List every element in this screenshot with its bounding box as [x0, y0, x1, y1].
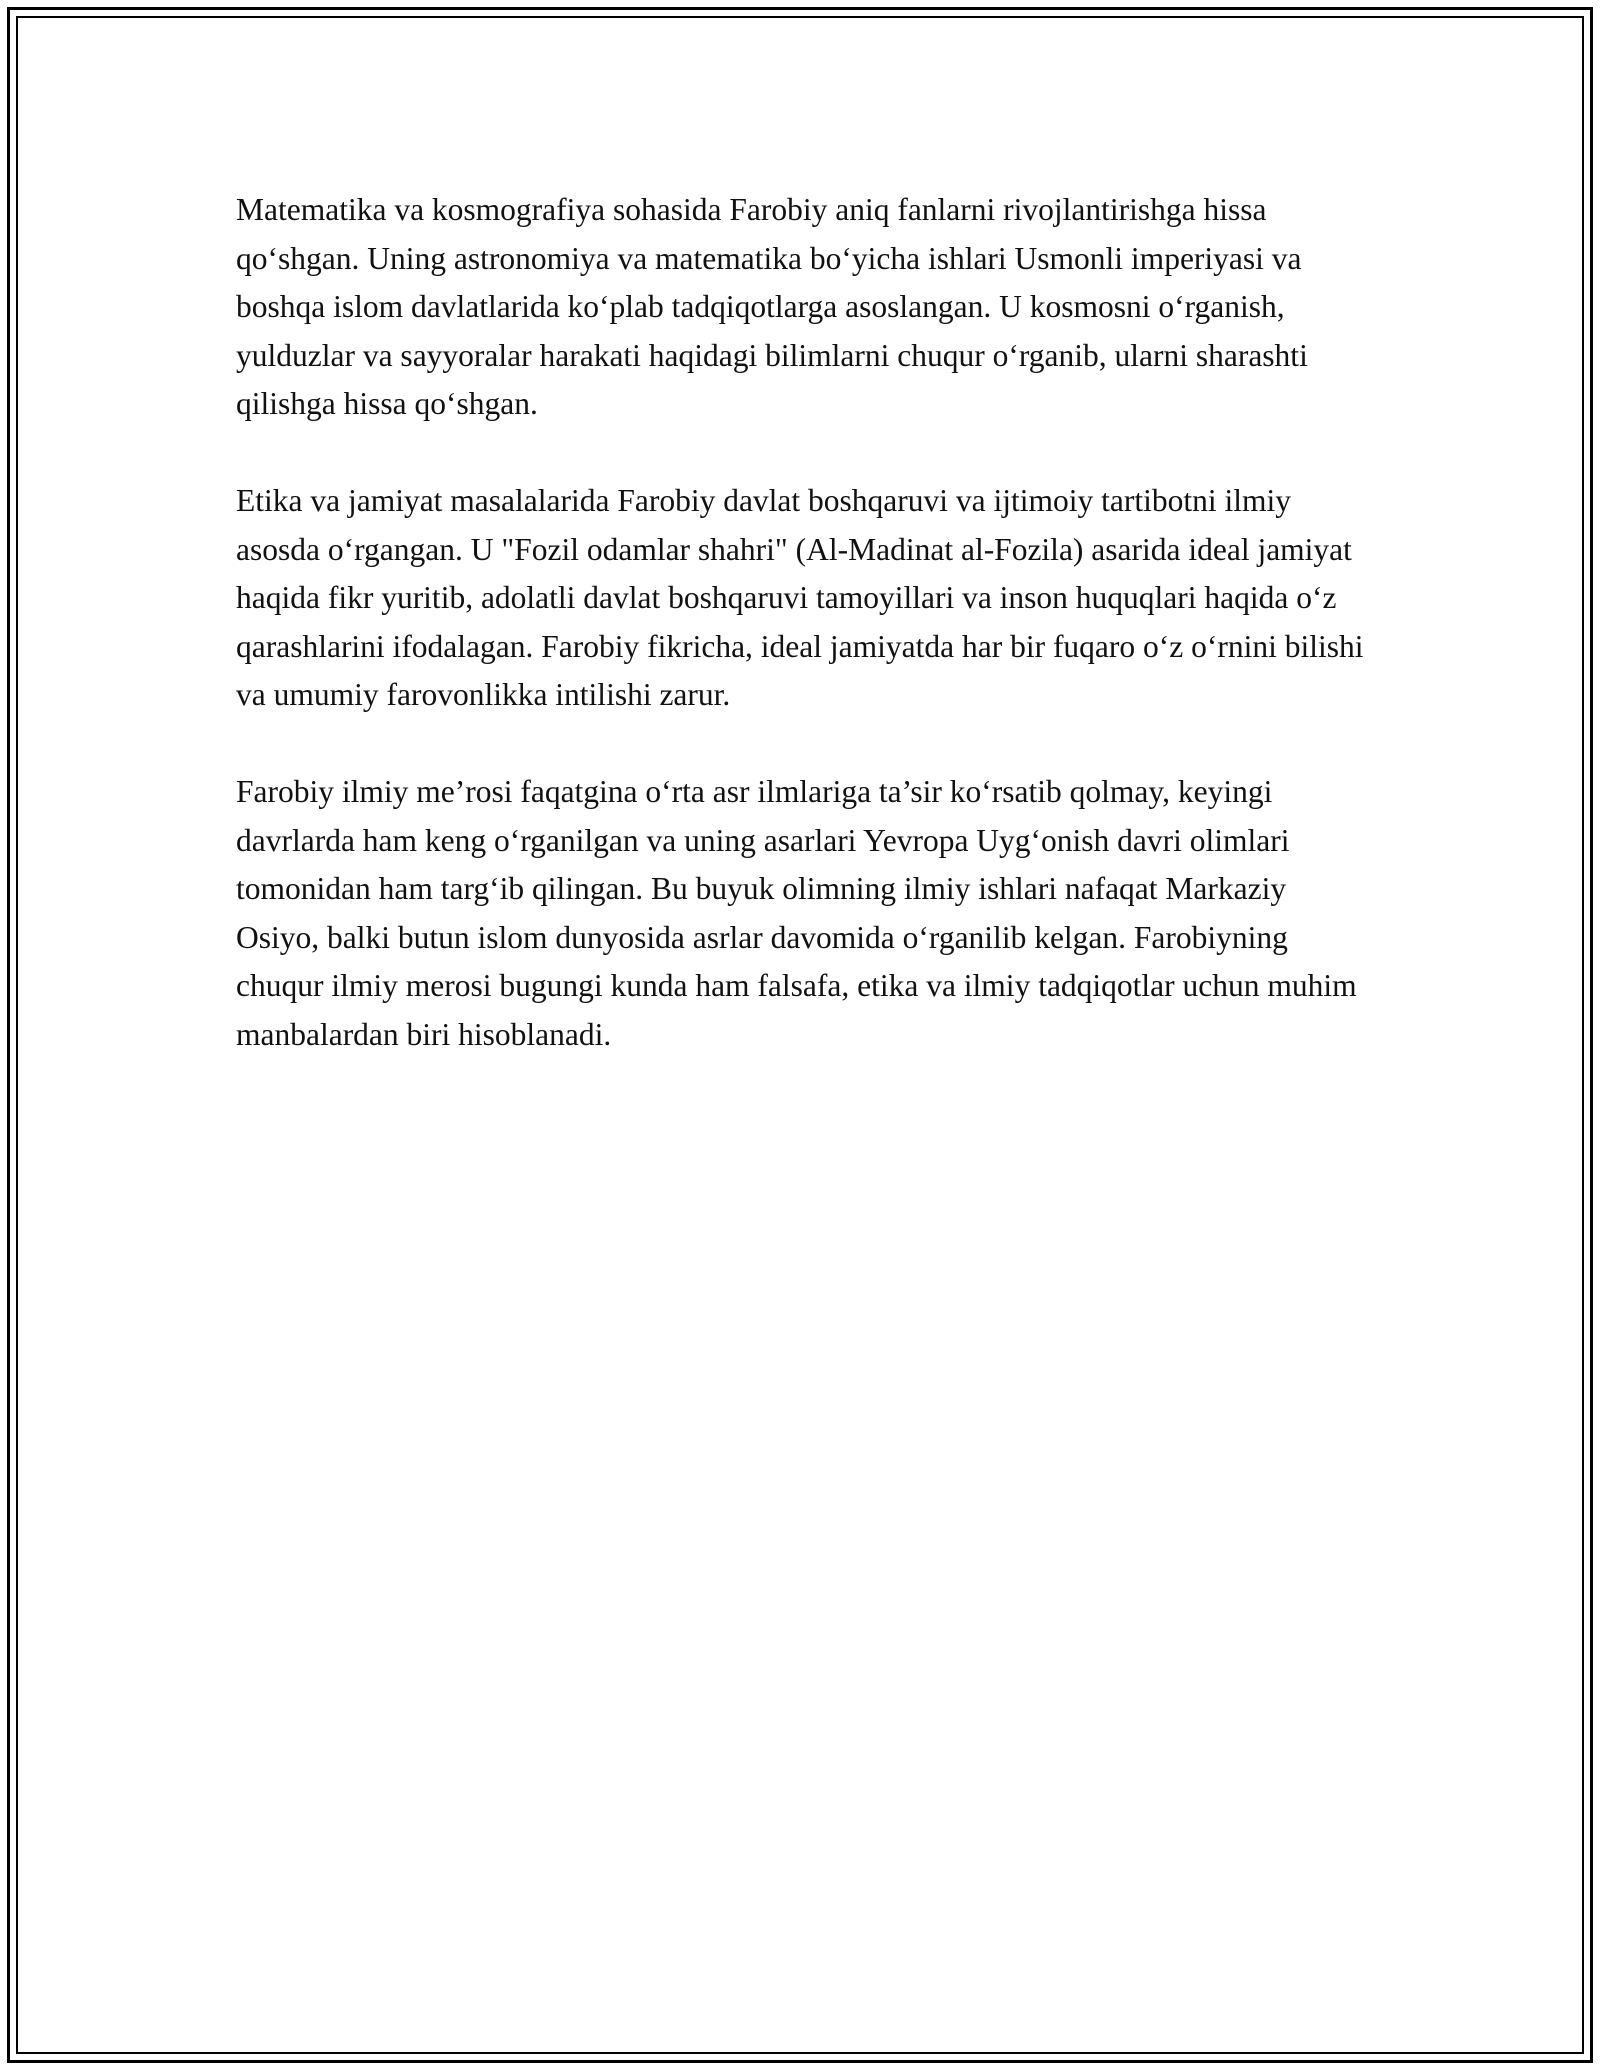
paragraph-ethics-society: Etika va jamiyat masalalarida Farobiy davlat boshqaruvi va ijtimoiy tartibotni ilmiy asosda o‘rgangan. U "Fozil odamlar shahri" (Al-Madinat al-Fozila) asarida ideal jamiyat haqida fikr yuritib, adolatli davlat boshqaruvi tamoyillari va inson huquqlari haqida o‘z qarashlarini ifodalagan. Farobiy fikricha, ideal jamiyatda har bir fuqaro o‘z o‘rnini bilishi va umumiy farovonlikka intilishi zarur. [236, 483, 1364, 712]
paragraph-mathematics-cosmography: Matematika va kosmografiya sohasida Farobiy aniq fanlarni rivojlantirishga hissa qo‘shgan. Uning astronomiya va matematika bo‘yicha ishlari Usmonli imperiyasi va boshqa islom davlatlarida ko‘plab tadqiqotlarga asoslangan. U kosmosni o‘rganish, yulduzlar va sayyoralar harakati haqidagi bilimlarni chuqur o‘rganib, ularni sharashti qilishga hissa qo‘shgan. [236, 192, 1308, 421]
document-body [236, 186, 1366, 1059]
paragraph-scientific-legacy: Farobiy ilmiy me’rosi faqatgina o‘rta asr ilmlariga ta’sir ko‘rsatib qolmay, keyingi davrlarda ham keng o‘rganilgan va uning asarlari Yevropa Uyg‘onish davri olimlari tomonidan ham targ‘ib qilingan. Bu buyuk olimning ilmiy ishlari nafaqat Markaziy Osiyo, balki butun islom dunyosida asrlar davomida o‘rganilib kelgan. Farobiyning chuqur ilmiy merosi bugungi kunda ham falsafa, etika va ilmiy tadqiqotlar uchun muhim manbalardan biri hisoblanadi. [236, 774, 1357, 1052]
